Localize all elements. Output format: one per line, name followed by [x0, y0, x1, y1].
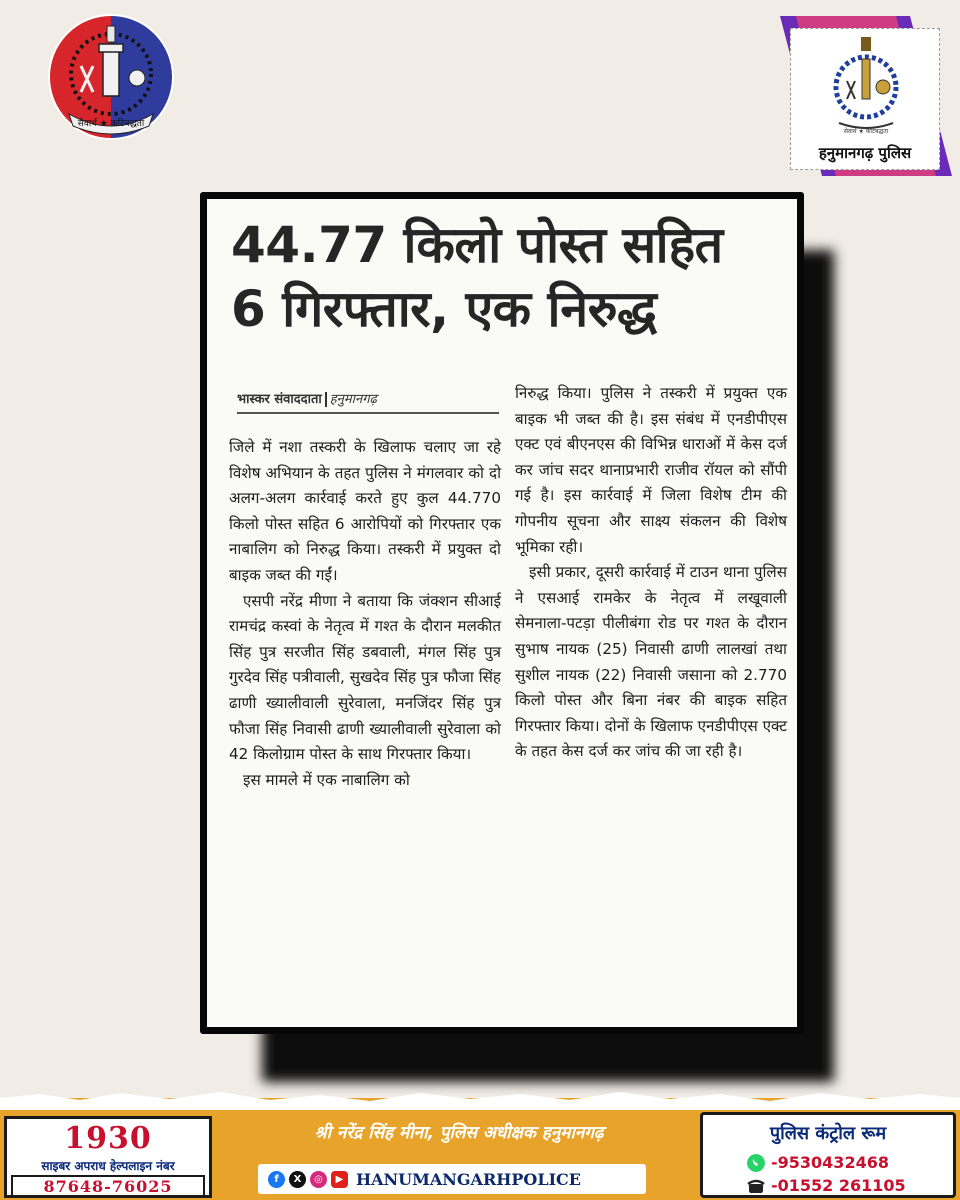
svg-text:सेवार्थ ★ कटिबद्धता: सेवार्थ ★ कटिबद्धता — [843, 128, 889, 135]
article-column-right — [515, 381, 787, 765]
x-icon[interactable]: X — [289, 1171, 306, 1188]
helpline-number: 1930 — [64, 1121, 152, 1156]
whatsapp-row[interactable] — [747, 1153, 889, 1172]
article-paragraph: इसी प्रकार, दूसरी कार्रवाई में टाउन थाना पुलिस ने एसआई रामकेर के नेतृत्व में लखूवाली सेमनाला-पटड़ा पीलीबंगा रोड पर गश्त के दौरान सुभाष नायक (25) निवासी ढाणी लालखां तथा सुशील नायक (22) निवासी जसाना को 2.770 किलो पोस्त और बिना नंबर की बाइक सहित गिरफ्तार किया। दोनों के खिलाफ एनडीपीएस एक्ट के तहत केस दर्ज कर जांच की जा रही है। — [515, 563, 787, 761]
article-paragraph: जिले में नशा तस्करी के खिलाफ चलाए जा रहे विशेष अभियान के तहत पुलिस ने मंगलवार को दो अलग-अलग कार्रवाई करते हुए कुल 44.770 किलो पोस्त सहित 6 आरोपियों को गिरफ्तार एक नाबालिग को निरुद्ध किया। तस्करी में प्रयुक्त दो बाइक जब्त की गईं। — [229, 438, 501, 584]
svg-text:सेवार्थ ★ कटिबद्धता: सेवार्थ ★ कटिबद्धता — [77, 119, 145, 129]
social-handle-bar[interactable] — [258, 1164, 646, 1194]
control-room-box — [700, 1112, 956, 1198]
helpline-label: साइबर अपराध हेल्पलाइन नंबर — [41, 1159, 175, 1173]
helpline-phone: 87648-76025 — [11, 1175, 205, 1198]
facebook-icon[interactable]: f — [268, 1171, 285, 1188]
police-badge-icon — [791, 29, 941, 141]
byline-separator — [325, 392, 327, 407]
byline-place: हनुमानगढ़ — [329, 392, 377, 407]
logo-caption: हनुमानगढ़ पुलिस — [818, 144, 912, 162]
phone-icon — [747, 1177, 765, 1195]
control-room-title: पुलिस कंट्रोल रूम — [769, 1123, 887, 1144]
logo-card — [790, 28, 940, 170]
rajasthan-police-logo — [33, 14, 189, 140]
social-handle[interactable]: HANUMANGARHPOLICE — [356, 1169, 581, 1189]
whatsapp-icon — [747, 1154, 765, 1172]
headline-line-1: 44.77 किलो पोस्त सहित — [231, 216, 723, 274]
torn-edge-icon — [0, 1088, 960, 1110]
youtube-icon[interactable]: ▶ — [331, 1171, 348, 1188]
police-emblem-icon — [33, 14, 189, 140]
sp-name-line: श्री नरेंद्र सिंह मीना, पुलिस अधीक्षक हनुमानगढ़ — [314, 1123, 604, 1143]
byline — [237, 389, 499, 414]
phone-number[interactable]: -01552 261105 — [771, 1176, 906, 1195]
cyber-helpline-box — [4, 1116, 212, 1198]
article-column-left — [229, 435, 501, 793]
article-paragraph: एसपी नरेंद्र मीणा ने बताया कि जंक्शन सीआई रामचंद्र कस्वां के नेतृत्व में गश्त के दौरान मलकीत सिंह पुत्र सरजीत सिंह डबवाली, मंगल सिंह पुत्र गुरदेव सिंह पत्रीवाली, सुखदेव सिंह पुत्र फौजा सिंह ढाणी ख्यालीवाली सुरेवाला, मनजिंदर सिंह पुत्र फौजा सिंह निवासी ढाणी ख्यालीवाली सुरेवाला को 42 किलोग्राम पोस्त के साथ गिरफ्तार किया। — [229, 591, 501, 764]
instagram-icon[interactable]: ◎ — [310, 1171, 327, 1188]
hanumangarh-police-logo — [776, 14, 956, 178]
article-paragraph: निरुद्ध किया। पुलिस ने तस्करी में प्रयुक्त एक बाइक भी जब्त की है। इस संबंध में एनडीपीएस एक्ट एवं बीएनएस की विभिन्न धाराओं में केस दर्ज कर जांच सदर थानाप्रभारी राजीव रॉयल को सौंपी गई है। इस कार्रवाई में जिला विशेष टीम की गोपनीय सूचना और साक्ष्य संकलन की विशेष भूमिका रही। — [515, 384, 787, 556]
whatsapp-number[interactable]: -9530432468 — [771, 1153, 889, 1172]
byline-source: भास्कर संवाददाता — [237, 392, 322, 407]
headline-line-2: 6 गिरफ्तार, एक निरुद्ध — [231, 280, 657, 338]
article-paragraph: इस मामले में एक नाबालिग को — [243, 770, 410, 789]
news-clipping — [200, 192, 804, 1034]
phone-row[interactable] — [747, 1176, 906, 1195]
headline — [231, 213, 791, 341]
